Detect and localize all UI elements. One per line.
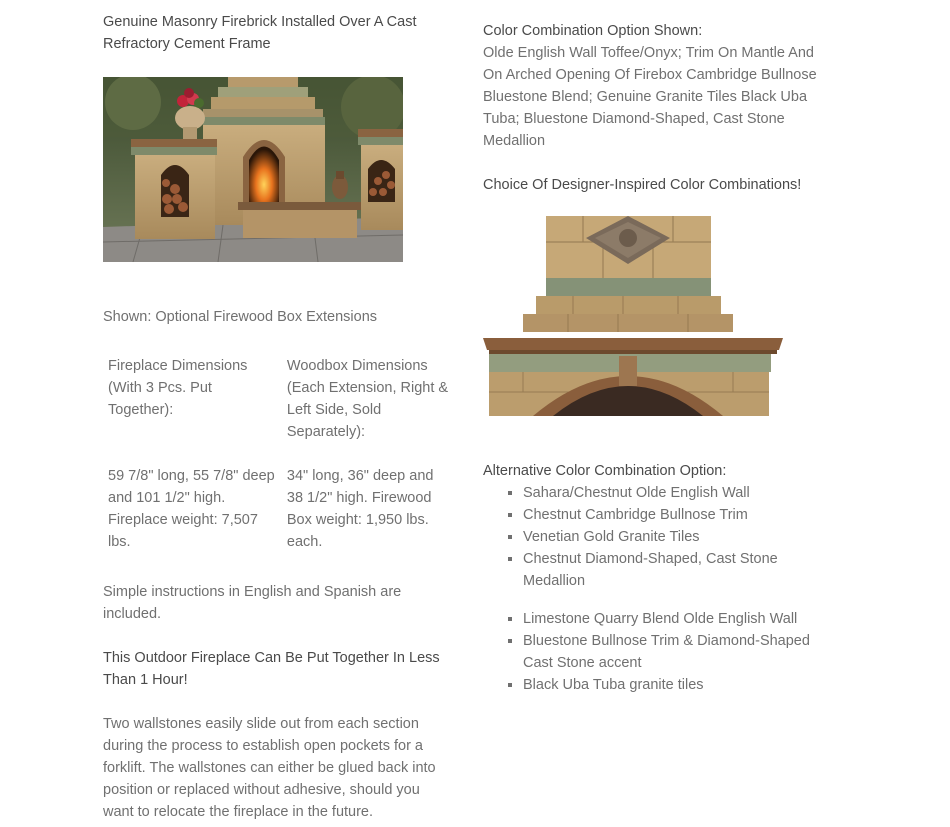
- right-column: [483, 20, 828, 696]
- list-item: ▪ Venetian Gold Granite Tiles: [523, 526, 828, 548]
- fireplace-dimensions-value: 59 7/8" long, 55 7/8" deep and 101 1/2" high. Fireplace weight: 7,507 lbs.: [108, 468, 275, 550]
- instructions-text: Simple instructions in English and Spanish are included.: [103, 584, 402, 622]
- intro-heading: Genuine Masonry Firebrick Installed Over A Cast Refractory Cement Frame: [103, 14, 417, 52]
- list-item: ▪ Chestnut Cambridge Bullnose Trim: [523, 504, 828, 526]
- assembly-body: Two wallstones easily slide out from each section during the process to establish open pockets for a forklift. The wallstones can either be glued back into position or replaced without adhesive, should you want to relocate the fireplace in the future.: [103, 716, 436, 820]
- list-item: ▪ Limestone Quarry Blend Olde English Wall: [523, 608, 828, 630]
- fireplace-dimensions-header: Fireplace Dimensions (With 3 Pcs. Put Together):: [108, 358, 248, 418]
- list-item: ▪ Sahara/Chestnut Olde English Wall: [523, 482, 828, 504]
- designer-heading: Choice Of Designer-Inspired Color Combinations!: [483, 177, 802, 193]
- color-option-body: Olde English Wall Toffee/Onyx; Trim On Mantle And On Arched Opening Of Firebox Cambridge Bullnose Bluestone Blend; Genuine Granite Tiles Black Uba Tuba; Bluestone Diamond-Shaped, Cast Stone Medallion: [483, 45, 817, 149]
- alternative-list-1: [483, 482, 828, 592]
- woodbox-dimensions-value: 34" long, 36" deep and 38 1/2" high. Firewood Box weight: 1,950 lbs. each.: [286, 468, 434, 550]
- alternative-list-2: [483, 608, 828, 696]
- alternative-label: Alternative Color Combination Option:: [483, 463, 727, 479]
- dimensions-table: [102, 355, 453, 553]
- assembly-heading: This Outdoor Fireplace Can Be Put Together In Less Than 1 Hour!: [103, 650, 440, 688]
- woodbox-dimensions-header: Woodbox Dimensions (Each Extension, Right & Left Side, Sold Separately):: [286, 358, 449, 440]
- list-item: ▪ Chestnut Diamond-Shaped, Cast Stone Medallion: [523, 548, 828, 592]
- list-item: ▪ Bluestone Bullnose Trim & Diamond-Shaped Cast Stone accent: [523, 630, 828, 674]
- left-column: [103, 11, 453, 823]
- fireplace-with-woodboxes-image: [103, 77, 403, 262]
- fireplace-detail-image: [483, 216, 783, 416]
- shown-caption: Shown: Optional Firewood Box Extensions: [103, 309, 378, 325]
- list-item: ▪ Black Uba Tuba granite tiles: [523, 674, 828, 696]
- color-option-label: Color Combination Option Shown:: [483, 23, 703, 39]
